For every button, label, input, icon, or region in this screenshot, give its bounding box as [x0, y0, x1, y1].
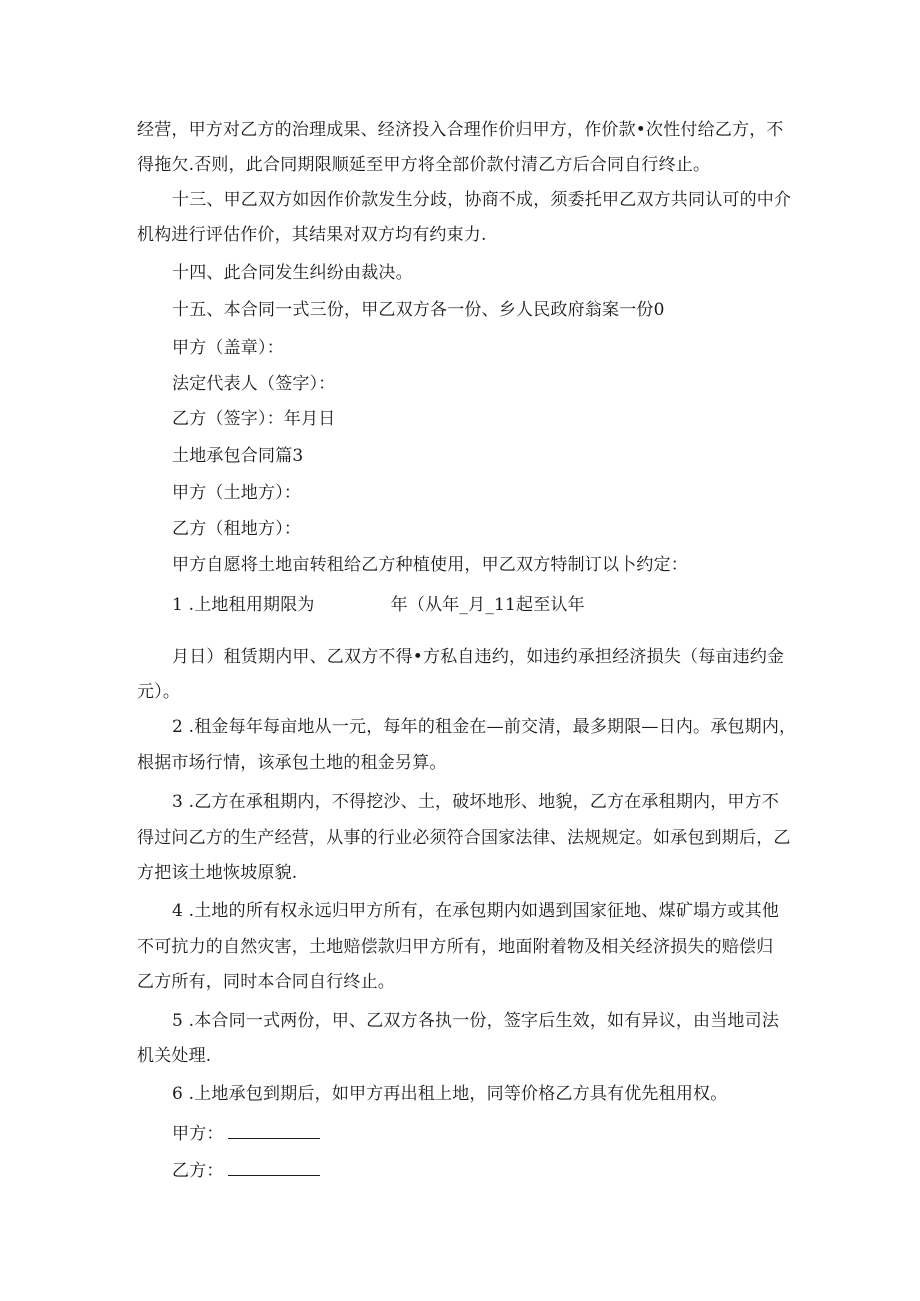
- signature-party-a: [172, 1122, 320, 1146]
- signature-blank-b: [228, 1161, 320, 1176]
- text-line: 2 .租金每年每亩地从一元，每年的租金在—前交清，最多期限—日内。承包期内，: [172, 717, 797, 737]
- text-line: 5 .本合同一式两份，甲、乙双方各执一份，签字后生效，如有异议，由当地司法: [172, 1011, 780, 1031]
- text-line: 根据市场行情，该承包土地的租金另算。: [137, 753, 447, 773]
- text-line: 4 .土地的所有权永远归甲方所有，在承包期内如遇到国家征地、煤矿塌方或其他: [172, 901, 780, 921]
- party-b-label: 乙方：: [172, 1161, 224, 1181]
- term-line-part1: 1 .上地租用期限为: [172, 595, 315, 615]
- text-line: 乙方（租地方）：: [172, 519, 302, 539]
- text-line: 得拖欠.否则，此合同期限顺延至甲方将全部价款付清乙方后合同自行终止。: [137, 155, 711, 175]
- text-line: 机构进行评估作价，其结果对双方均有约束力.: [137, 225, 487, 245]
- text-line: 甲方（盖章）：: [172, 338, 284, 358]
- text-line: 乙方（签字）：年月日: [172, 409, 336, 429]
- party-a-label: 甲方：: [172, 1124, 224, 1144]
- text-line: 十五、本合同一式三份，甲乙双方各一份、乡人民政府翁案一份0: [172, 300, 665, 320]
- text-line: 甲方（土地方）：: [172, 483, 302, 503]
- text-line: 6 .上地承包到期后，如甲方再出租上地，同等价格乙方具有优先租用权。: [172, 1084, 728, 1104]
- text-line: 十四、此合同发生纠纷由裁决。: [172, 263, 413, 283]
- term-line: [172, 593, 585, 617]
- text-line: 方把该土地恢坡原貌.: [137, 863, 298, 883]
- text-line: 3 .乙方在承租期内，不得挖沙、土，破坏地形、地貌，乙方在承租期内，甲方不: [172, 792, 780, 812]
- text-line: 甲方自愿将土地亩转租给乙方种植使用，甲乙双方特制订以卜约定：: [172, 555, 688, 575]
- text-line: 十三、甲乙双方如因作价款发生分歧，协商不成，须委托甲乙双方共同认可的中介: [172, 190, 792, 210]
- term-line-part2: 年（从年_月_11起至认年: [390, 595, 585, 615]
- text-line: 经营，甲方对乙方的治理成果、经济投入合理作价归甲方，作价款•次性付给乙方，不: [137, 120, 784, 140]
- text-line: 不可抗力的自然灾害，土地赔偿款归甲方所有，地面附着物及相关经济损失的赔偿归: [137, 937, 774, 957]
- text-line: 法定代表人（签字）：: [172, 374, 336, 394]
- signature-party-b: [172, 1159, 320, 1183]
- text-line: 月日）租赁期内甲、乙双方不得•方私自违约，如违约承担经济损失（每亩违约金: [172, 647, 785, 667]
- text-line: 元）。: [137, 682, 181, 702]
- text-line: 机关处理.: [137, 1046, 212, 1066]
- section-heading: 土地承包合同篇3: [172, 446, 304, 466]
- text-line: 得过问乙方的生产经营，从事的行业必须符合国家法律、法规规定。如承包到期后，乙: [137, 828, 791, 848]
- signature-blank-a: [228, 1124, 320, 1139]
- text-line: 乙方所有，同时本合同自行终止。: [137, 972, 395, 992]
